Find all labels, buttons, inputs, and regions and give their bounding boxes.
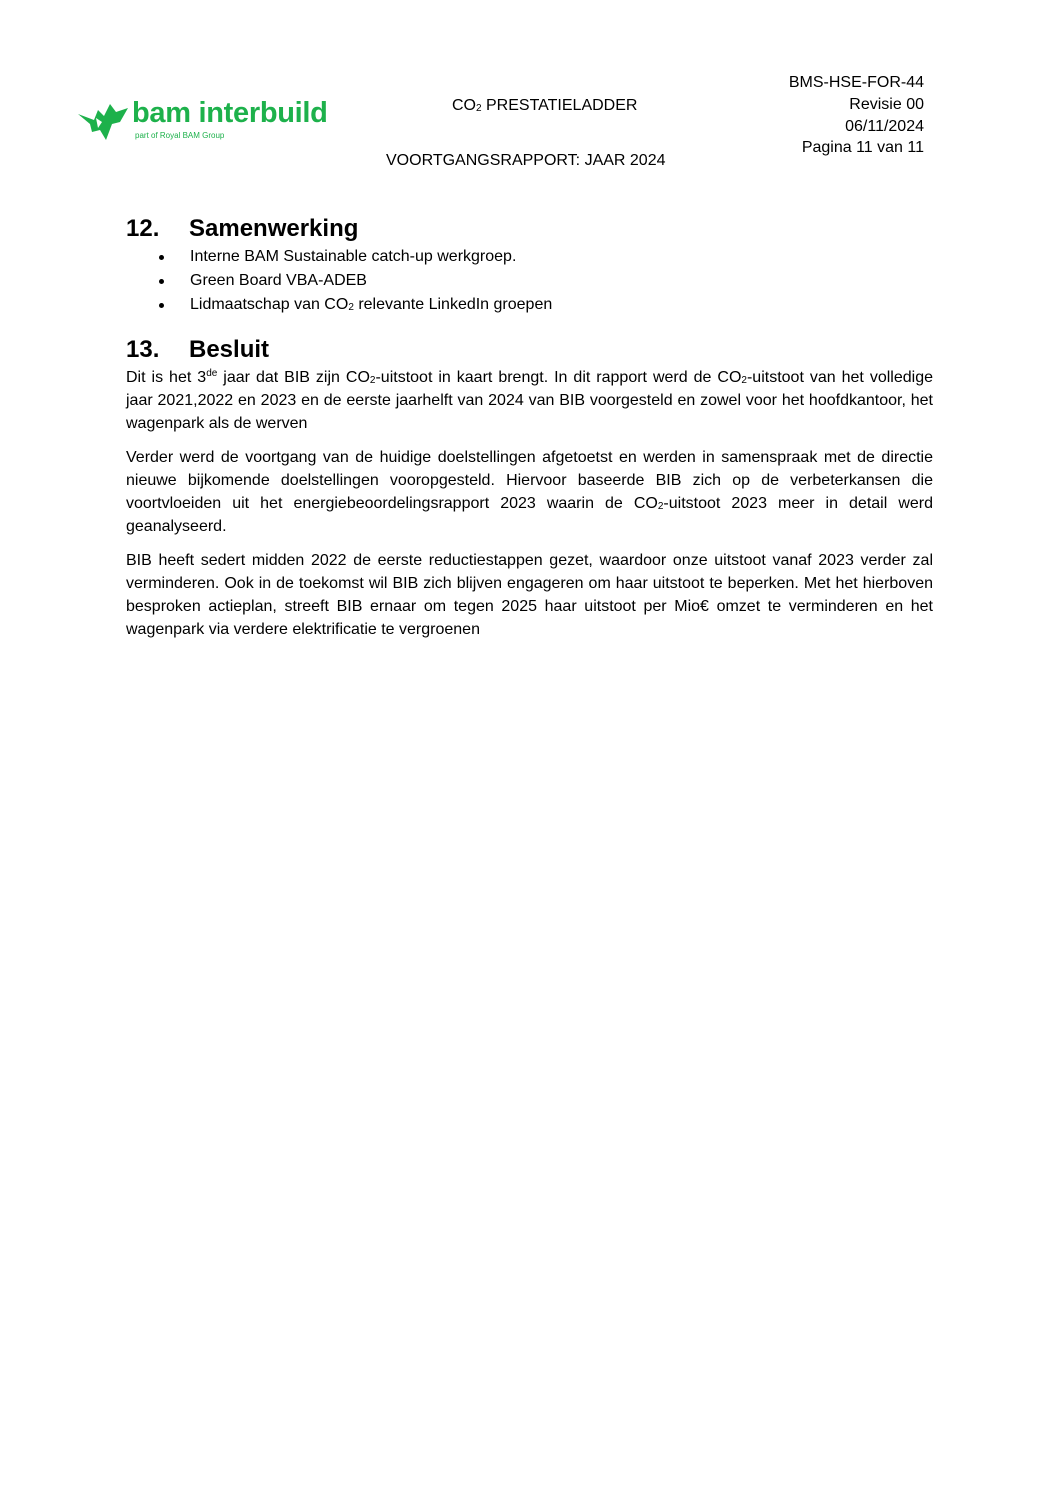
list-item: Interne BAM Sustainable catch-up werkgroep.	[126, 245, 933, 269]
header-subtitle: VOORTGANGSRAPPORT: JAAR 2024	[386, 152, 666, 169]
logo-mark-icon	[76, 102, 132, 142]
document-revision: Revisie 00	[849, 96, 924, 113]
section-number: 12.	[126, 215, 160, 242]
page-number: Pagina 11 van 11	[801, 139, 924, 156]
paragraph: Dit is het 3de jaar dat BIB zijn $CO_2$-uitstoot in kaart brengt. In dit rapport werd de $CO_2$-uitstoot van het volledige jaar 2021,2022 en 2023 en de eerste jaarhelft van 2024 van BIB voorgesteld en zowel voor het hoofdkantoor, het wagenpark als de werven	[126, 368, 934, 432]
list-item: Lidmaatschap van $CO_2$ relevante LinkedIn groepen	[126, 293, 933, 317]
document-meta	[789, 72, 924, 159]
company-logo	[76, 97, 346, 146]
section-heading	[126, 213, 933, 245]
section-title: Samenwerking	[189, 215, 359, 242]
page-content	[126, 213, 933, 652]
section-besluit	[126, 334, 933, 641]
document-date: 06/11/2024	[845, 118, 924, 135]
logo-brand-text: bam interbuild	[132, 97, 328, 129]
document-code: BMS-HSE-FOR-44	[788, 74, 924, 91]
logo-tagline: part of Royal BAM Group	[135, 131, 225, 140]
paragraph: Verder werd de voortgang van de huidige doelstellingen afgetoetst en werden in samenspraak met de directie nieuwe bijkomende doelstellingen vooropgesteld. Hiervoor baseerde BIB zich op de verbeterkansen die voortvloeiden uit het energiebeoordelingsrapport 2023 waarin de $CO_2$-uitstoot 2023 meer in detail werd geanalyseerd.	[126, 449, 933, 535]
list-item: Green Board VBA-ADEB	[126, 269, 933, 293]
section-heading	[126, 334, 933, 366]
section-samenwerking	[126, 213, 933, 317]
collaboration-list	[126, 245, 933, 317]
paragraph: BIB heeft sedert midden 2022 de eerste reductiestappen gezet, waardoor onze uitstoot vanaf 2023 verder zal verminderen. Ook in de toekomst wil BIB zich blijven engageren om haar uitstoot te beperken. Met het hierboven besproken actieplan, streeft BIB ernaar om tegen 2025 haar uitstoot per Mio€ omzet te verminderen en het wagenpark via verdere elektrificatie te vergroenen	[126, 552, 933, 638]
section-number: 13.	[126, 336, 160, 363]
header-title: $CO_2$ PRESTATIELADDER	[452, 97, 638, 114]
section-title: Besluit	[189, 336, 270, 363]
